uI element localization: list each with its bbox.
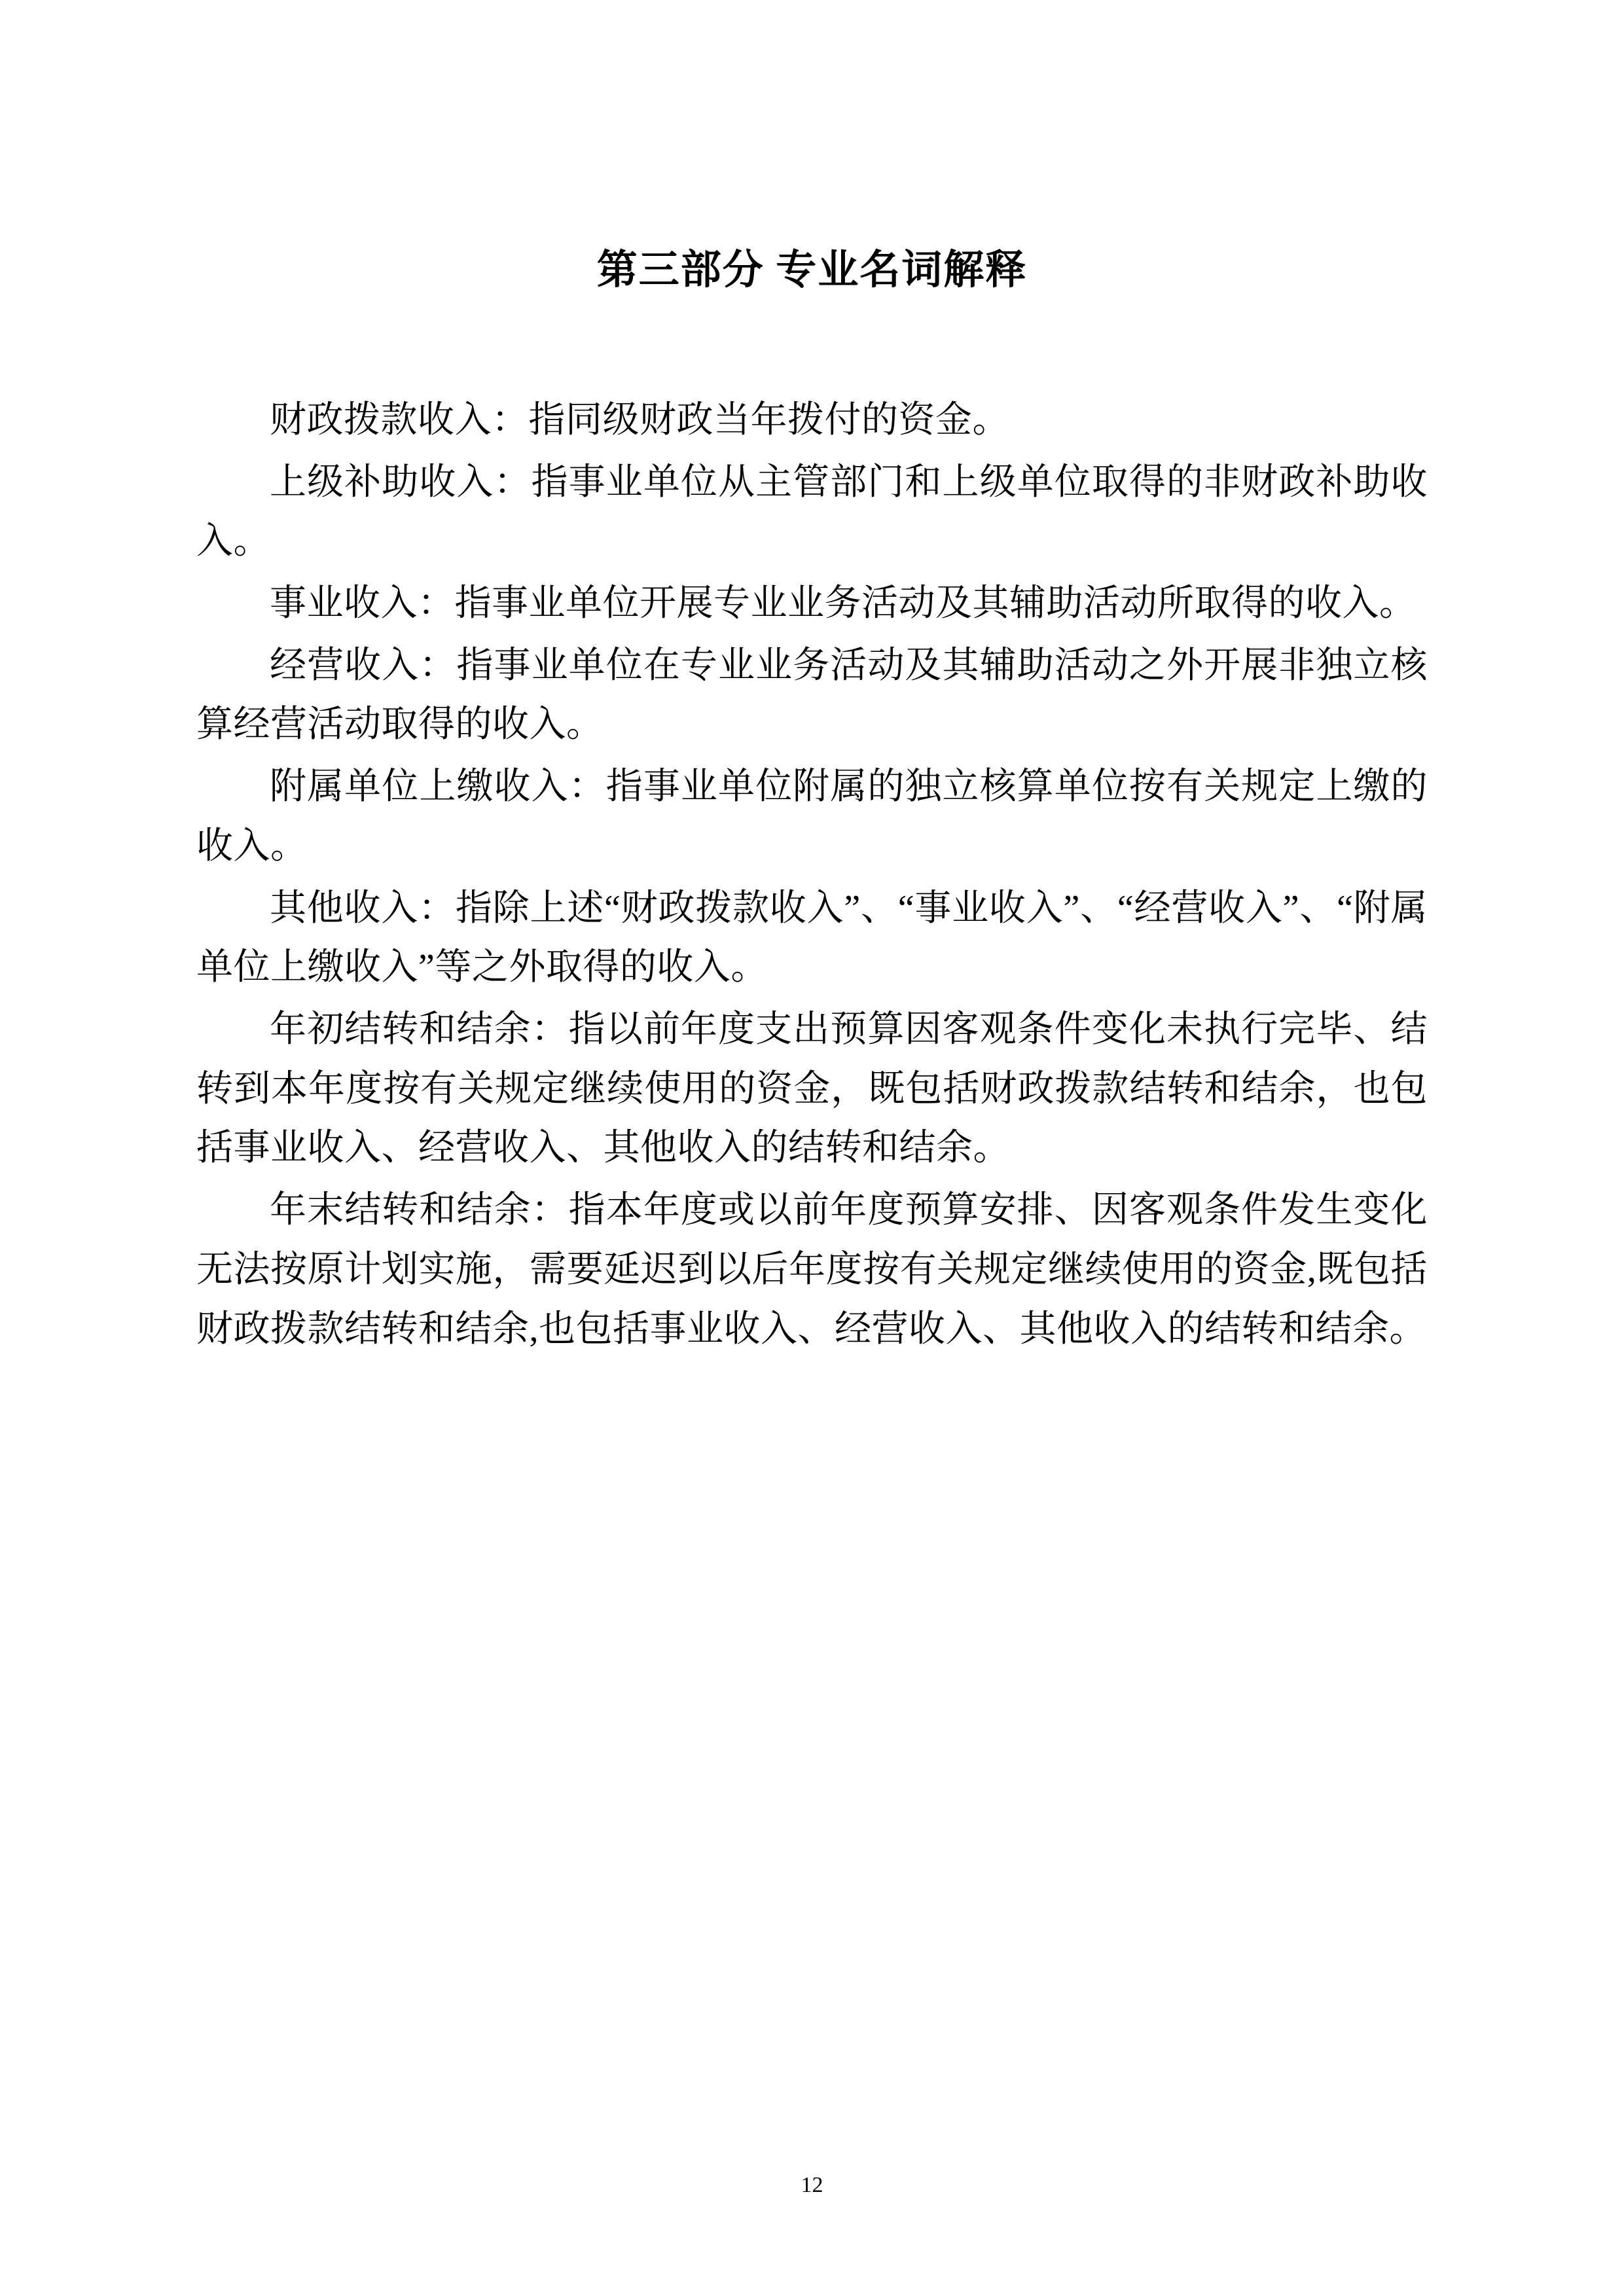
- paragraph-year-end-carryover: 年末结转和结余：指本年度或以前年度预算安排、因客观条件发生变化无法按原计划实施，需要延迟到以后年度按有关规定继续使用的资金,既包括财政拨款结转和结余,也包括事业收入、经营收入、其他收入的结转和结余。: [196, 1190, 1428, 1350]
- paragraph-operating-income: 经营收入：指事业单位在专业业务活动及其辅助活动之外开展非独立核算经营活动取得的收入。: [196, 645, 1428, 745]
- page-title: 第三部分 专业名词解释: [596, 248, 1028, 293]
- paragraph-other-income: 其他收入：指除上述“财政拨款收入”、“事业收入”、“经营收入”、“附属单位上缴收入”等之外取得的收入。: [196, 888, 1428, 988]
- document-body: [196, 391, 1428, 1359]
- paragraph-superior-subsidy-income: 上级补助收入：指事业单位从主管部门和上级单位取得的非财政补助收入。: [196, 461, 1428, 562]
- paragraph-beginning-year-carryover: 年初结转和结余：指以前年度支出预算因客观条件变化未执行完毕、结转到本年度按有关规定继续使用的资金，既包括财政拨款结转和结余，也包括事业收入、经营收入、其他收入的结转和结余。: [196, 1009, 1428, 1169]
- paragraph-fiscal-appropriation-income: 财政拨款收入：指同级财政当年拨付的资金。: [270, 399, 1009, 440]
- paragraph-business-income: 事业收入：指事业单位开展专业业务活动及其辅助活动所取得的收入。: [270, 583, 1416, 624]
- paragraph-affiliated-unit-income: 附属单位上缴收入：指事业单位附属的独立核算单位按有关规定上缴的收入。: [196, 766, 1428, 867]
- page-number: 12: [801, 2173, 823, 2197]
